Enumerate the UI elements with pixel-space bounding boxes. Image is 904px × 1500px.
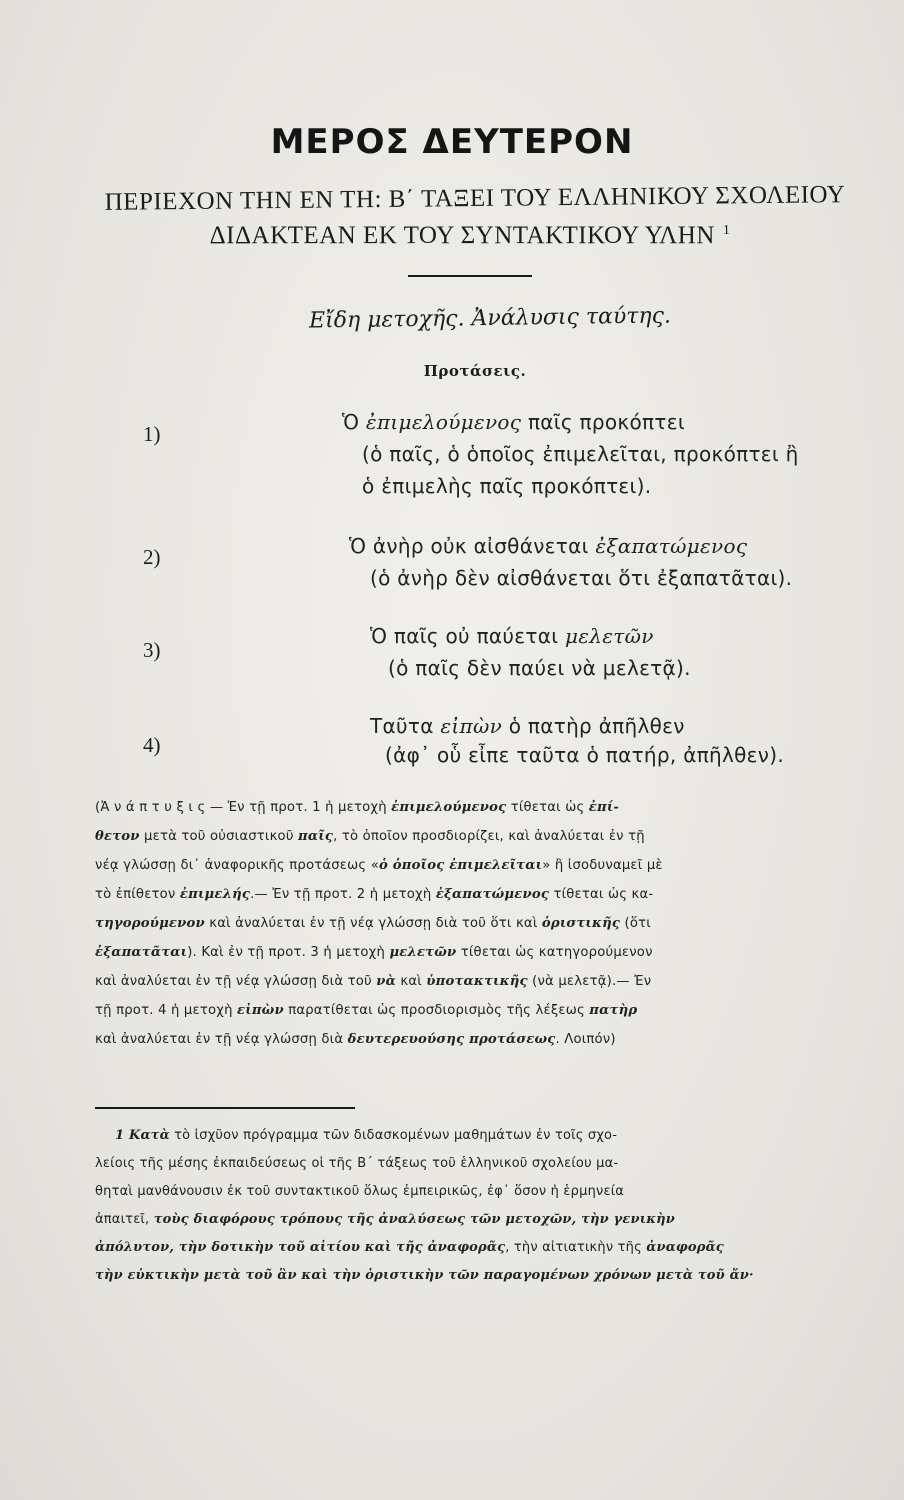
text-run: Ὁ — [342, 410, 366, 434]
text-run: τίθεται ὡς — [506, 800, 589, 815]
analysis-line — [95, 829, 865, 844]
footnote-line — [95, 1268, 865, 1283]
analysis-line — [95, 858, 865, 873]
footnote-rule — [95, 1107, 355, 1109]
text-run: τὸ ἰσχῦον πρόγραμμα τῶν διδασκομένων μαθημάτων ἐν τοῖς σχο- — [169, 1128, 618, 1143]
example-line: (ὁ ἀνὴρ δὲν αἰσθάνεται ὅτι ἐξαπατᾶται). — [370, 566, 793, 590]
text-run: καὶ ἀναλύεται ἐν τῇ νέᾳ γλώσσῃ διὰ τοῦ — [95, 974, 377, 989]
emphasis: παῖς — [298, 829, 334, 844]
emphasis: τὴν εὐκτικὴν μετὰ τοῦ ἂν καὶ τὴν ὁριστικὴν τῶν παραγομένων χρόνων μετὰ τοῦ ἄν· — [95, 1268, 754, 1283]
text-run: παρατίθεται ὡς προσδιορισμὸς τῆς λέξεως — [283, 1003, 590, 1018]
text-run: ). Καὶ ἐν τῇ προτ. 3 ἡ μετοχὴ — [187, 945, 390, 960]
emphasis: ὁριστικῆς — [541, 916, 621, 931]
text-run: (Ἀ ν ά π τ υ ξ ι ς — Ἐν τῇ προτ. 1 ἡ μετοχὴ — [95, 800, 392, 815]
emphasis: ἐξαπατᾶται — [95, 945, 188, 960]
participle: μελετῶν — [564, 624, 654, 648]
emphasis: μελετῶν — [389, 945, 457, 960]
subtitle-line-1: ΠΕΡΙΕΧΟΝ ΤΗΝ ΕΝ ΤΗ: Β΄ ΤΑΞΕΙ ΤΟΥ ΕΛΛΗΝΙΚΟΥ ΣΧΟΛΕΙΟΥ — [104, 181, 846, 216]
text-run: Ὁ ἀνὴρ οὐκ αἰσθάνεται — [349, 534, 596, 558]
footnote-line — [115, 1128, 885, 1143]
analysis-line — [95, 800, 865, 815]
text-run: τίθεται ὡς κα- — [549, 887, 654, 902]
text-run: , τὸ ὁποῖον προσδιορίζει, καὶ ἀναλύεται ἐν τῇ — [333, 829, 645, 844]
text-run: , τὴν αἰτιατικὴν τῆς — [505, 1240, 647, 1255]
analysis-line — [95, 1003, 865, 1018]
text-run: μετὰ τοῦ οὐσιαστικοῦ — [139, 829, 299, 844]
participle: εἰπὼν — [440, 714, 503, 738]
example-line — [342, 410, 685, 434]
analysis-line — [95, 945, 865, 960]
text-run: καὶ — [395, 974, 427, 989]
text-run: ὁ πατὴρ ἀπῆλθεν — [502, 714, 685, 738]
text-run: τῇ προτ. 4 ἡ μετοχὴ — [95, 1003, 238, 1018]
participle: ἐπιμελούμενος — [365, 410, 522, 434]
analysis-line — [95, 974, 865, 989]
analysis-line — [95, 916, 865, 931]
analysis-line — [95, 887, 865, 902]
text-run: Ὁ παῖς οὐ παύεται — [370, 624, 565, 648]
example-line: ὁ ἐπιμελὴς παῖς προκόπτει). — [362, 474, 652, 498]
subtitle-line-2 — [150, 222, 790, 250]
text-run: .— Ἐν τῇ προτ. 2 ἡ μετοχὴ — [250, 887, 436, 902]
text-run: ἀπαιτεῖ, — [95, 1212, 154, 1227]
emphasis: θετον — [95, 829, 140, 844]
section-heading: Εἴδη μετοχῆς. Ἀνάλυσις ταύτης. — [308, 303, 672, 334]
text-run: » ἢ ἰσοδυναμεῖ μὲ — [542, 858, 663, 873]
analysis-line — [95, 1032, 865, 1047]
text-run: . Λοιπόν) — [555, 1032, 616, 1047]
example-line — [370, 624, 654, 648]
emphasis: εἰπὼν — [237, 1003, 284, 1018]
footnote-reference-mark: 1 — [722, 222, 731, 238]
example-line: (ὁ παῖς δὲν παύει νὰ μελετᾷ). — [388, 656, 691, 680]
example-number: 3) — [143, 638, 161, 662]
emphasis: ἐπί- — [588, 800, 620, 815]
footnote-line: θηταὶ μανθάνουσιν ἐκ τοῦ συντακτικοῦ ὅλως ἐμπειρικῶς, ἐφ᾽ ὅσον ἡ ἑρμηνεία — [95, 1184, 625, 1199]
emphasis: ἐπιμελούμενος — [391, 800, 507, 815]
emphasis: τοὺς διαφόρους τρόπους τῆς ἀναλύσεως τῶν μετοχῶν, τὴν γενικὴν — [153, 1212, 676, 1227]
text-run: καὶ ἀναλύεται ἐν τῇ νέᾳ γλώσσῃ διὰ τοῦ ὅτι καὶ — [204, 916, 542, 931]
example-line: (ὁ παῖς, ὁ ὁποῖος ἐπιμελεῖται, προκόπτει ἢ — [362, 442, 799, 466]
example-line — [370, 714, 685, 738]
text-run: παῖς προκόπτει — [521, 410, 685, 434]
example-number: 2) — [143, 545, 161, 569]
text-run: καὶ ἀναλύεται ἐν τῇ νέᾳ γλώσσῃ διὰ — [95, 1032, 348, 1047]
footnote-line — [95, 1212, 865, 1227]
text-run: (ὅτι — [620, 916, 651, 931]
emphasis: τηγορούμενον — [95, 916, 205, 931]
text-run: Ταῦτα — [370, 714, 441, 738]
emphasis: ὁ ὁποῖος ἐπιμελεῖται — [378, 858, 543, 873]
emphasis: ἀναφορᾶς — [646, 1240, 724, 1255]
text-run: τίθεται ὡς κατηγορούμενον — [456, 945, 653, 960]
text-run: (νὰ μελετᾷ).— Ἐν — [527, 974, 652, 989]
example-line: (ἀφ᾽ οὗ εἶπε ταῦτα ὁ πατήρ, ἀπῆλθεν). — [385, 743, 785, 767]
footnote-line — [95, 1240, 865, 1255]
example-number: 4) — [143, 733, 161, 757]
emphasis: ὑποτακτικῆς — [426, 974, 528, 989]
emphasis: 1 Κατὰ — [115, 1128, 170, 1143]
emphasis: νὰ — [376, 974, 396, 989]
title-rule — [408, 275, 532, 277]
text-run: τὸ ἐπίθετον — [95, 887, 180, 902]
part-title: ΜΕΡΟΣ ΔΕΥΤΕΡΟΝ — [270, 122, 634, 162]
emphasis: ἐξαπατώμενος — [435, 887, 550, 902]
emphasis: ἐπιμελής — [179, 887, 251, 902]
example-number: 1) — [143, 422, 161, 446]
sentences-label: Προτάσεις. — [423, 362, 527, 380]
emphasis: πατὴρ — [589, 1003, 638, 1018]
participle: ἐξαπατώμενος — [595, 534, 748, 558]
text-run: νέᾳ γλώσσῃ δι᾽ ἀναφορικῆς προτάσεως « — [95, 858, 379, 873]
footnote-line: λείοις τῆς μέσης ἐκπαιδεύσεως οἱ τῆς Β΄ τάξεως τοῦ ἑλληνικοῦ σχολείου μα- — [95, 1156, 619, 1171]
example-line — [349, 534, 747, 558]
emphasis: δευτερευούσης προτάσεως — [347, 1032, 556, 1047]
emphasis: ἀπόλυτον, τὴν δοτικὴν τοῦ αἰτίου καὶ τῆς ἀναφορᾶς — [95, 1240, 506, 1255]
subtitle-line-2-text: ΔΙΔΑΚΤΕΑΝ ΕΚ ΤΟΥ ΣΥΝΤΑΚΤΙΚΟΥ ΥΛΗΝ — [209, 222, 715, 249]
